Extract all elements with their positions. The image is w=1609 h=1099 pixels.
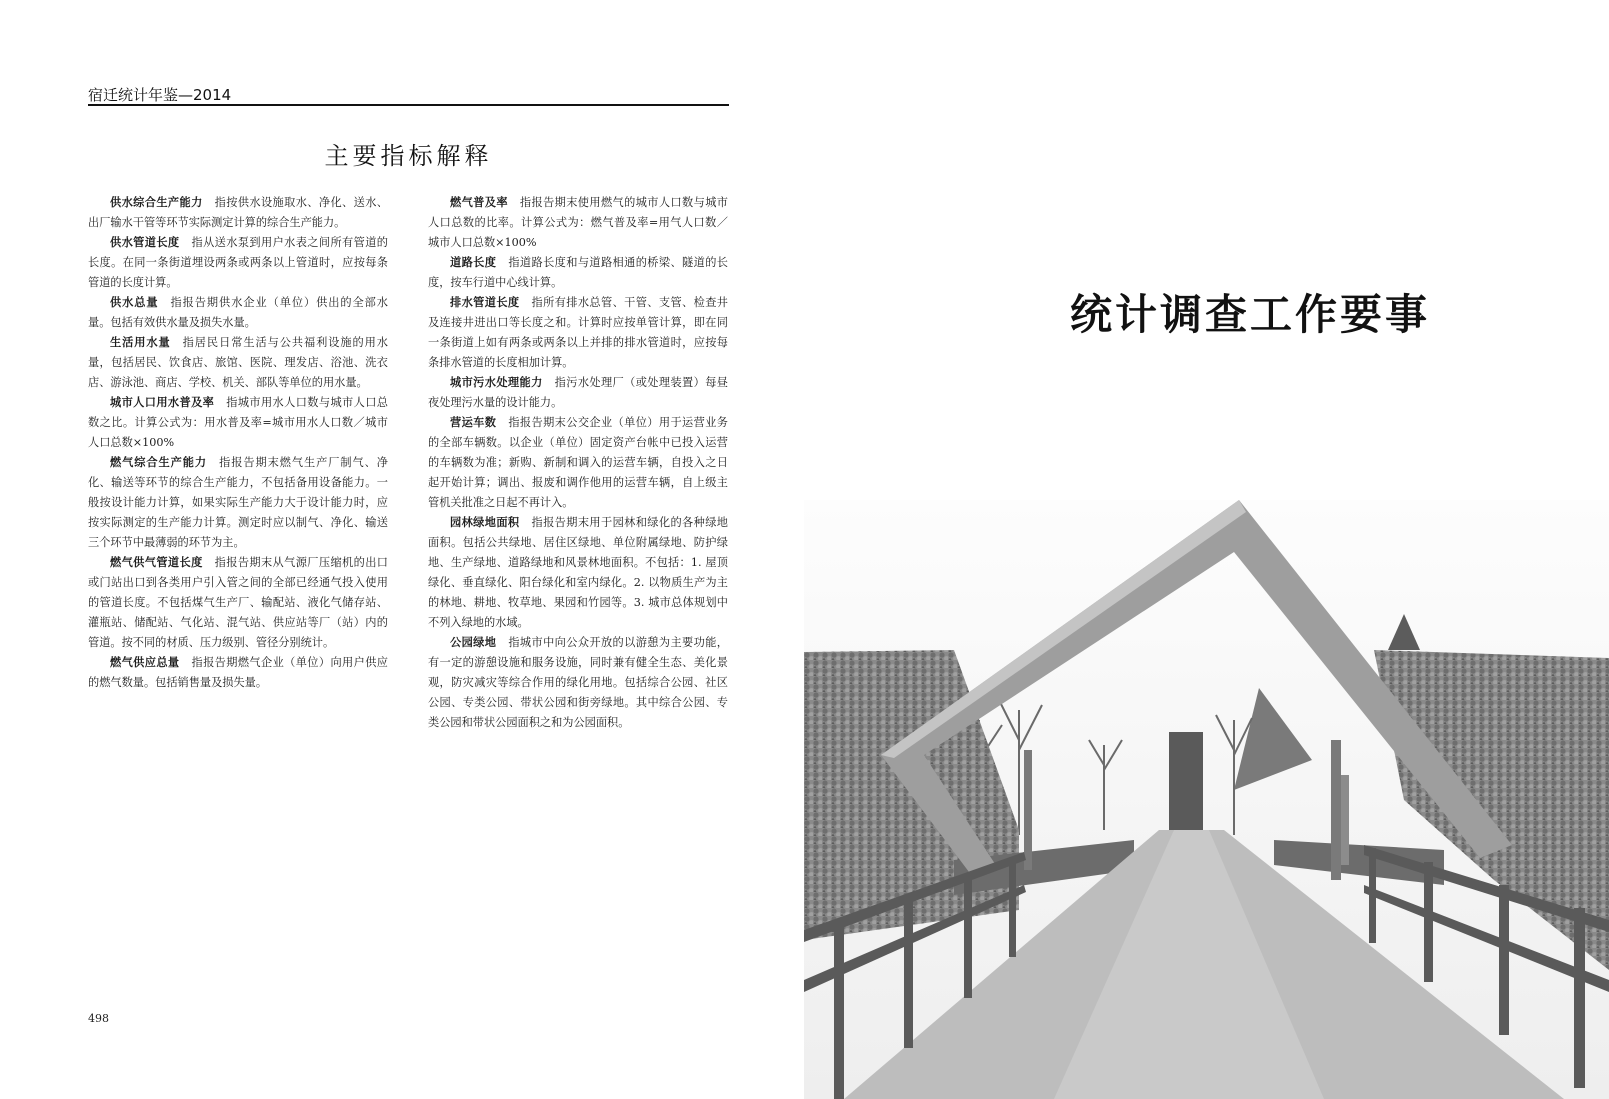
definition-term: 道路长度 [450, 256, 497, 269]
definition-text: 指道路长度和与道路相通的桥梁、隧道的长度，按车行道中心线计算。 [428, 256, 728, 289]
definition-term: 园林绿地面积 [450, 516, 520, 529]
definition-term: 城市人口用水普及率 [110, 396, 215, 409]
definition-term: 生活用水量 [110, 336, 171, 349]
definition-entry [88, 453, 388, 553]
definition-entry [428, 513, 728, 633]
definition-entry [428, 373, 728, 413]
definition-text: 指报告期末公交企业（单位）用于运营业务的全部车辆数。以企业（单位）固定资产台帐中已投入运营的车辆数为准；新购、新制和调入的运营车辆，自投入之日起开始计算；调出、报废和调作他用的运营车辆，自上级主管机关批准之日起不再计入。 [428, 416, 728, 509]
definition-text: 指污水处理厂（或处理装置）每昼夜处理污水量的设计能力。 [428, 376, 728, 409]
left-text-column [88, 193, 388, 693]
definition-text: 指按供水设施取水、净化、送水、出厂输水干管等环节实际测定计算的综合生产能力。 [88, 196, 388, 229]
definition-entry [88, 193, 388, 233]
yearbook-title: 宿迁统计年鉴—2014 [88, 86, 232, 104]
definition-entry [428, 413, 728, 513]
definition-entry [428, 293, 728, 373]
definition-term: 公园绿地 [450, 636, 497, 649]
definition-term: 营运车数 [450, 416, 497, 429]
definition-term: 供水综合生产能力 [110, 196, 203, 209]
definition-text: 指所有排水总管、干管、支管、检查井及连接井进出口等长度之和。计算时应按单管计算，即在同一条街道上如有两条或两条以上并排的排水管道时，应按每条排水管道的长度相加计算。 [428, 296, 728, 369]
definition-text: 指报告期末从气源厂压缩机的出口或门站出口到各类用户引入管之间的全部已经通气投入使用的管道长度。不包括煤气生产厂、输配站、液化气储存站、灌瓶站、储配站、气化站、混气站、供应站等厂（站）内的管道。按不同的材质、压力级别、管径分别统计。 [88, 556, 388, 649]
definition-entry [88, 333, 388, 393]
page-title: 统计调查工作要事 [1069, 290, 1430, 339]
definition-text: 指报告期供水企业（单位）供出的全部水量。包括有效供水量及损失水量。 [88, 296, 388, 329]
definition-entry [88, 653, 388, 693]
definition-entry [88, 233, 388, 293]
right-text-column [428, 193, 728, 733]
definition-term: 城市污水处理能力 [450, 376, 543, 389]
definition-text: 指从送水泵到用户水表之间所有管道的长度。在同一条街道埋设两条或两条以上管道时，应按每条管道的长度计算。 [88, 236, 388, 289]
definition-term: 供水管道长度 [110, 236, 180, 249]
definition-entry [88, 293, 388, 333]
definition-text: 指报告期末使用燃气的城市人口数与城市人口总数的比率。计算公式为：燃气普及率=用气人口数／城市人口总数×100% [428, 196, 728, 249]
page-number: 498 [88, 1012, 109, 1025]
definition-text: 指报告期末燃气生产厂制气、净化、输送等环节的综合生产能力，不包括备用设备能力。一般按设计能力计算，如果实际生产能力大于设计能力时，应按实际测定的生产能力计算。测定时应以制气、净化、输送三个环节中最薄弱的环节为主。 [88, 456, 388, 549]
definition-entry [88, 553, 388, 653]
definition-term: 燃气综合生产能力 [110, 456, 208, 469]
section-heading: 主要指标解释 [324, 142, 493, 170]
definition-term: 供水总量 [110, 296, 159, 309]
definition-text: 指居民日常生活与公共福利设施的用水量，包括居民、饮食店、旅馆、医院、理发店、浴池、洗衣店、游泳池、商店、学校、机关、部队等单位的用水量。 [88, 336, 388, 389]
definition-text: 指城市中向公众开放的以游憩为主要功能，有一定的游憩设施和服务设施，同时兼有健全生态、美化景观，防灾减灾等综合作用的绿化用地。包括综合公园、社区公园、专类公园、带状公园和街旁绿地。其中综合公园、专类公园和带状公园面积之和为公园面积。 [428, 636, 728, 729]
definition-text: 指报告期燃气企业（单位）向用户供应的燃气数量。包括销售量及损失量。 [88, 656, 388, 689]
definition-text: 指城市用水人口数与城市人口总数之比。计算公式为：用水普及率=城市用水人口数／城市人口总数×100% [88, 396, 388, 449]
definition-term: 燃气供气管道长度 [110, 556, 203, 569]
definition-entry [428, 193, 728, 253]
definition-term: 燃气普及率 [450, 196, 508, 209]
definition-entry [428, 633, 728, 733]
definition-text: 指报告期末用于园林和绿化的各种绿地面积。包括公共绿地、居住区绿地、单位附属绿地、防护绿地、生产绿地、道路绿地和风景林地面积。不包括：1. 屋顶绿化、垂直绿化、阳台绿化和室内绿化。2. 以物质生产为主的林地、耕地、牧草地、果园和竹园等。3. 城市总体规划中不列入绿地的水域。 [428, 516, 728, 629]
park-gate-photo [804, 500, 1609, 1099]
header-rule [88, 104, 729, 106]
definition-entry [428, 253, 728, 293]
definition-term: 排水管道长度 [450, 296, 520, 309]
definition-term: 燃气供应总量 [110, 656, 180, 669]
definition-entry [88, 393, 388, 453]
